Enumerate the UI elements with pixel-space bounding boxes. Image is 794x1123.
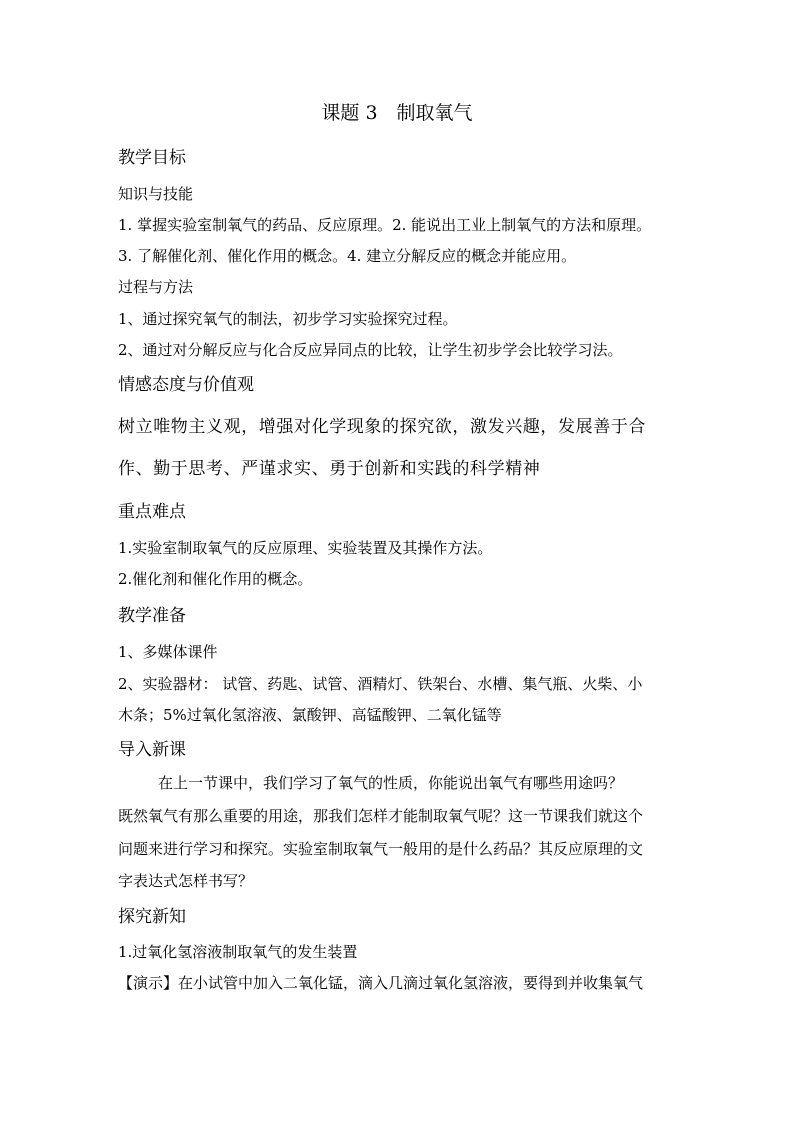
knowledge-line-2: 3. 了解催化剂、催化作用的概念。4. 建立分解反应的概念并能应用。 — [118, 247, 577, 265]
intro-line-2: 既然氧气有那么重要的用途，那我们怎样才能制取氧气呢？这一节课我们就这个 — [118, 807, 644, 825]
knowledge-skills-heading: 知识与技能 — [118, 185, 194, 203]
intro-line-1: 在上一节课中，我们学习了氧气的性质，你能说出氧气有哪些用途吗？ — [158, 774, 624, 792]
explore-line-2: 【演示】在小试管中加入二氧化锰，滴入几滴过氧化氢溶液，要得到并收集氧气 — [118, 974, 644, 992]
process-methods-heading: 过程与方法 — [118, 278, 194, 296]
emotion-values-heading: 情感态度与价值观 — [118, 375, 254, 395]
intro-line-4: 字表达式怎样书写？ — [118, 872, 254, 890]
prep-line-2: 2、实验器材： 试管、药匙、试管、酒精灯、铁架台、水槽、集气瓶、火柴、小 — [118, 675, 643, 693]
key-points-line-1: 1.实验室制取氧气的反应原理、实验装置及其操作方法。 — [118, 539, 493, 557]
key-points-heading: 重点难点 — [118, 502, 186, 522]
key-points-line-2: 2.催化剂和催化作用的概念。 — [118, 570, 313, 588]
page-title: 课题 3 制取氧气 — [321, 102, 473, 124]
prep-line-3: 木条；5%过氧化氢溶液、氯酸钾、高锰酸钾、二氧化锰等 — [118, 706, 502, 724]
teaching-prep-heading: 教学准备 — [118, 606, 186, 626]
process-line-1: 1、通过探究氧气的制法，初步学习实验探究过程。 — [118, 310, 458, 328]
knowledge-line-1: 1. 掌握实验室制氧气的药品、反应原理。2. 能说出工业上制氧气的方法和原理。 — [118, 216, 652, 234]
explore-heading: 探究新知 — [118, 907, 186, 927]
prep-line-1: 1、多媒体课件 — [118, 643, 218, 661]
intro-heading: 导入新课 — [118, 740, 186, 760]
explore-line-1: 1.过氧化氢溶液制取氧气的发生装置 — [118, 943, 358, 961]
process-line-2: 2、通过对分解反应与化合反应异同点的比较，让学生初步学会比较学习法。 — [118, 341, 623, 359]
emotion-line-2: 作、勤于思考、严谨求实、勇于创新和实践的科学精神 — [118, 459, 541, 479]
teaching-goals-heading: 教学目标 — [118, 148, 186, 168]
intro-line-3: 问题来进行学习和探究。实验室制取氧气一般用的是什么药品？其反应原理的文 — [118, 840, 644, 858]
emotion-line-1: 树立唯物主义观，增强对化学现象的探究欲，激发兴趣，发展善于合 — [118, 417, 646, 437]
